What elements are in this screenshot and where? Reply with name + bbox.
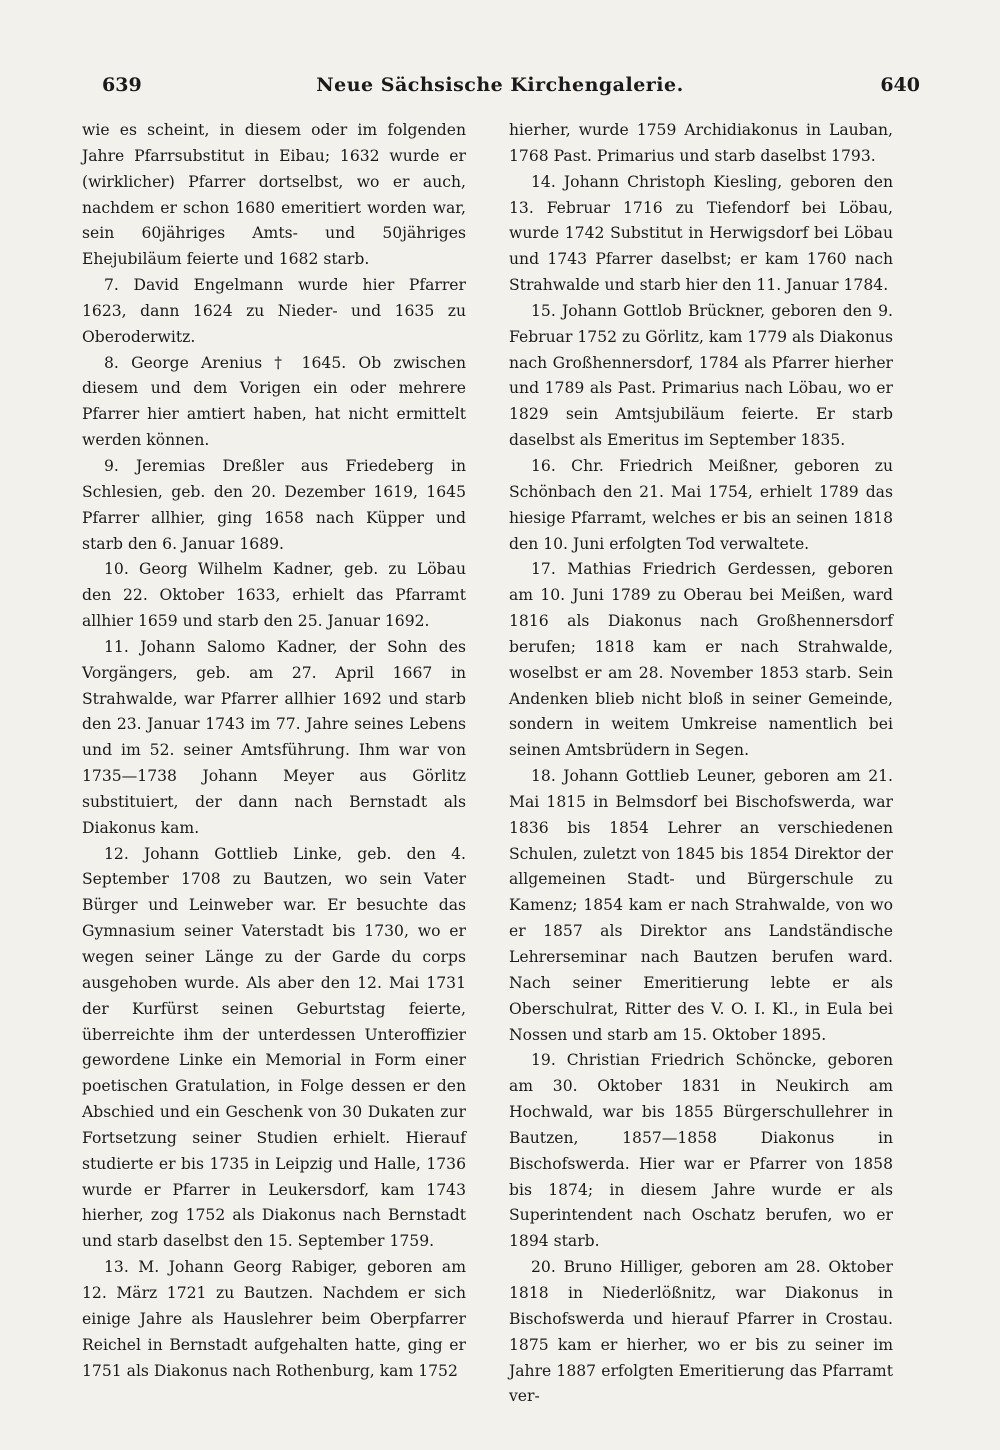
paragraph: 9. Jeremias Dreßler aus Friedeberg in Schlesien, geb. den 20. Dezember 1619, 1645 Pfarrer allhier, ging 1658 nach Küpper und starb den 6. Januar 1689.	[82, 456, 466, 553]
paragraph: 20. Bruno Hilliger, geboren am 28. Oktober 1818 in Niederlößnitz, war Diakonus in Bischofswerda und hierauf Pfarrer in Crostau. 1875 kam er hierher, wo er bis zu seiner im Jahre 1887 erfolgten Emeritierung das Pfarramt ver-	[509, 1258, 893, 1406]
left-column	[82, 118, 466, 1384]
paragraph: 14. Johann Christoph Kiesling, geboren den 13. Februar 1716 zu Tiefendorf bei Löbau, wurde 1742 Substitut in Herwigsdorf bei Löbau und 1743 Pfarrer daselbst; er kam 1760 nach Strahwalde und starb hier den 11. Januar 1784.	[509, 172, 893, 295]
paragraph: 16. Chr. Friedrich Meißner, geboren zu Schönbach den 21. Mai 1754, erhielt 1789 das hiesige Pfarramt, welches er bis an seinen 1818 den 10. Juni erfolgten Tod verwaltete.	[509, 456, 893, 553]
page-number-left: 639	[102, 74, 142, 96]
paragraph: 19. Christian Friedrich Schöncke, geboren am 30. Oktober 1831 in Neukirch am Hochwald, war bis 1855 Bürgerschullehrer in Bautzen, 1857—1858 Diakonus in Bischofswerda. Hier war er Pfarrer von 1858 bis 1874; in diesem Jahre wurde er als Superintendent nach Oschatz berufen, wo er 1894 starb.	[509, 1051, 893, 1251]
paragraph: 11. Johann Salomo Kadner, der Sohn des Vorgängers, geb. am 27. April 1667 in Strahwalde, war Pfarrer allhier 1692 und starb den 23. Januar 1743 im 77. Jahre seines Lebens und im 52. seiner Amtsführung. Ihm war von 1735—1738 Johann Meyer aus Görlitz substituiert, der dann nach Bernstadt als Diakonus kam.	[82, 637, 466, 837]
paragraph: 15. Johann Gottlob Brückner, geboren den 9. Februar 1752 zu Görlitz, kam 1779 als Diakonus nach Großhennersdorf, 1784 als Pfarrer hierher und 1789 als Past. Primarius nach Löbau, wo er 1829 sein Amtsjubiläum feierte. Er starb daselbst als Emeritus im September 1835.	[509, 301, 893, 450]
paragraph: 13. M. Johann Georg Rabiger, geboren am 12. März 1721 zu Bautzen. Nachdem er sich einige Jahre als Hauslehrer beim Oberpfarrer Reichel in Bernstadt aufgehalten hatte, ging er 1751 als Diakonus nach Rothenburg, kam 1752	[82, 1258, 466, 1380]
paragraph: 17. Mathias Friedrich Gerdessen, geboren am 10. Juni 1789 zu Oberau bei Meißen, ward 1816 als Diakonus nach Großhennersdorf berufen; 1818 kam er nach Strahwalde, woselbst er am 28. November 1853 starb. Sein Andenken blieb nicht bloß in seiner Gemeinde, sondern in weitem Umkreise namentlich bei seinen Amtsbrüdern in Segen.	[509, 560, 893, 760]
running-title: Neue Sächsische Kirchengalerie.	[316, 74, 684, 96]
right-column	[509, 118, 893, 1410]
page-header	[80, 74, 920, 108]
paragraph: 12. Johann Gottlieb Linke, geb. den 4. September 1708 zu Bautzen, wo sein Vater Bürger und Leinweber war. Er besuchte das Gymnasium seiner Vaterstadt bis 1730, wo er wegen seiner Länge zu der Garde du corps ausgehoben wurde. Als aber den 12. Mai 1731 der Kurfürst seinen Geburtstag feierte, überreichte ihm der unterdessen Unteroffizier gewordene Linke ein Memorial in Form einer poetischen Gratulation, in Folge dessen er den Abschied und ein Geschenk von 30 Dukaten zur Fortsetzung seiner Studien erhielt. Hierauf studierte er bis 1735 in Leipzig und Halle, 1736 wurde er Pfarrer in Leukersdorf, kam 1743 hierher, zog 1752 als Diakonus nach Bernstadt und starb daselbst den 15. September 1759.	[82, 844, 466, 1251]
paragraph: wie es scheint, in diesem oder im folgenden Jahre Pfarrsubstitut in Eibau; 1632 wurde er (wirklicher) Pfarrer dortselbst, wo er auch, nachdem er schon 1680 emeritiert worden war, sein 60jähriges Amts- und 50jähriges Ehejubiläum feierte und 1682 starb.	[82, 121, 466, 269]
paragraph: hierher, wurde 1759 Archidiakonus in Lauban, 1768 Past. Primarius und starb daselbst 1793.	[509, 121, 893, 165]
paragraph: 7. David Engelmann wurde hier Pfarrer 1623, dann 1624 zu Nieder- und 1635 zu Oberoderwitz.	[82, 276, 466, 346]
paragraph: 8. George Arenius † 1645. Ob zwischen diesem und dem Vorigen ein oder mehrere Pfarrer hier amtiert haben, hat nicht ermittelt werden können.	[82, 353, 466, 450]
paragraph: 18. Johann Gottlieb Leuner, geboren am 21. Mai 1815 in Belmsdorf bei Bischofswerda, war 1836 bis 1854 Lehrer an verschiedenen Schulen, zuletzt von 1845 bis 1854 Direktor der allgemeinen Stadt- und Bürgerschule zu Kamenz; 1854 kam er nach Strahwalde, von wo er 1857 als Direktor ans Landständische Lehrerseminar nach Bautzen berufen ward. Nach seiner Emeritierung lebte er als Oberschulrat, Ritter des V. O. I. Kl., in Eula bei Nossen und starb am 15. Oktober 1895.	[509, 767, 893, 1044]
paragraph: 10. Georg Wilhelm Kadner, geb. zu Löbau den 22. Oktober 1633, erhielt das Pfarramt allhier 1659 und starb den 25. Januar 1692.	[82, 560, 466, 631]
page-number-right: 640	[880, 74, 920, 96]
